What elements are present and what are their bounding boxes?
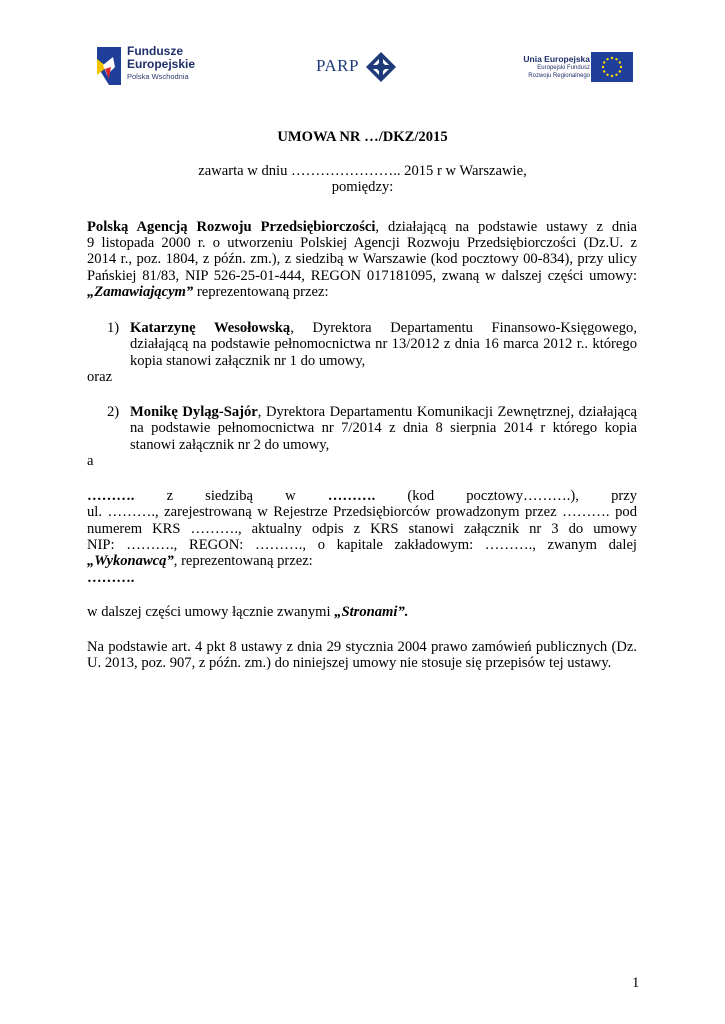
rep1-line3: kopia stanowi załącznik nr 1 do umowy, [130, 353, 366, 369]
fe-logo-line2: Europejskie [127, 57, 196, 71]
party1-line5 [87, 284, 329, 301]
eu-logo [508, 50, 638, 86]
eu-star [602, 66, 604, 68]
party2-line5-text: , reprezentowaną przez: [173, 553, 313, 569]
eu-star [611, 75, 613, 77]
party2-word: w [285, 488, 296, 504]
party2-line2: ul. ………., zarejestrowaną w Rejestrze Przedsiębiorców prowadzonym przez ………. pod [87, 504, 637, 520]
party1-line2: 9 listopada 2000 r. o utworzeniu Polskiej Agencji Rozwoju Przedsiębiorczości (Dz.U. z [87, 235, 637, 251]
fe-logo-line1: Fundusze [127, 44, 183, 58]
eu-flag-icon [591, 52, 633, 82]
eu-star [603, 61, 605, 63]
party1-line5-text: reprezentowaną przez: [193, 284, 329, 300]
rep2-name: Monikę Dyląg-Sajór [130, 404, 258, 420]
eu-logo-line3: Rozwoju Regionalnego [528, 72, 590, 79]
oraz-text: oraz [87, 369, 113, 385]
party2-line3: numerem KRS ………., aktualny odpis z KRS stanowi załącznik nr 3 do umowy [87, 521, 637, 537]
party2-postcode: pocztowy……….), [466, 488, 579, 504]
intro-line2: pomiędzy: [331, 179, 394, 195]
fundusze-europejskie-logo [93, 45, 213, 87]
party2-alias: „Wykonawcą” [87, 553, 174, 569]
parties-text: w dalszej części umowy łącznie zwanymi [87, 604, 335, 620]
rep2-number: 2) [107, 404, 120, 420]
parties-line [87, 604, 408, 621]
eu-star [619, 70, 621, 72]
party2-word: przy [611, 488, 637, 504]
eu-star [620, 66, 622, 68]
eu-star [603, 70, 605, 72]
eu-star [611, 57, 613, 59]
party2-line5 [87, 553, 313, 570]
page-number: 1 [632, 975, 640, 991]
rep2-line3: stanowi załącznik nr 2 do umowy, [130, 437, 330, 453]
rep1-number: 1) [107, 320, 120, 336]
parp-logo-text: PARP [316, 56, 359, 75]
parp-logo [316, 52, 406, 82]
party2-word: (kod [407, 488, 435, 504]
rep2-line1-text: , Dyrektora Departamentu Komunikacji Zewnętrznej, działającą [257, 404, 637, 420]
party2-line1 [87, 488, 637, 505]
rep1-line2: działającą na podstawie pełnomocnictwa nr 13/2012 z dnia 16 marca 2012 r.. którego [130, 336, 637, 352]
rep2-line2: na podstawie pełnomocnictwa nr 7/2014 z dnia 8 sierpnia 2014 r którego kopia [130, 420, 637, 436]
rep1-line1-text: , Dyrektora Departamentu Finansowo-Księgowego, [290, 320, 637, 336]
party1-name: Polską Agencją Rozwoju Przedsiębiorczości [87, 219, 376, 235]
party2-name-placeholder: ………. [87, 488, 135, 504]
party2-word: siedzibą [205, 488, 253, 504]
eu-star [619, 61, 621, 63]
party1-line3: 2014 r., poz. 1804, z późn. zm.), z siedzibą w Warszawie (kod pocztowy 00-834), przy ulicy [87, 251, 637, 267]
eu-star [606, 74, 608, 76]
party1-line4: Pańskiej 81/83, NIP 526-25-01-444, REGON 017181095, zwaną w dalszej części umowy: [87, 268, 637, 284]
party1-line1-text: , działającą na podstawie ustawy z dnia [375, 219, 637, 235]
intro-line1: zawarta w dniu ………………….. 2015 r w Warszawie, [198, 163, 527, 179]
contract-title: UMOWA NR …/DKZ/2015 [277, 129, 448, 145]
eu-star [615, 74, 617, 76]
parp-mark-icon [366, 52, 396, 82]
eu-star [606, 58, 608, 60]
party1-alias: „Zamawiającym” [87, 284, 194, 300]
rep1-name: Katarzynę Wesołowską [130, 320, 291, 336]
fe-star-icon [93, 45, 125, 85]
eu-logo-line1: Unia Europejska [523, 54, 590, 64]
fe-logo-line3: Polska Wschodnia [127, 72, 189, 81]
parties-alias: „Stronami”. [334, 604, 409, 620]
party2-city-placeholder: ………. [327, 488, 376, 504]
eu-logo-line2: Europejski Fundusz [537, 65, 590, 71]
party2-line4: NIP: ………., REGON: ………., o kapitale zakładowym: ………., zwanym dalej [87, 537, 637, 553]
law-line1: Na podstawie art. 4 pkt 8 ustawy z dnia 29 stycznia 2004 prawo zamówień publicznych (Dz. [87, 639, 637, 655]
rep2-line1 [130, 404, 637, 421]
party1-line1 [87, 219, 637, 236]
law-line2: U. 2013, poz. 907, z późn. zm.) do niniejszej umowy nie stosuje się przepisów tej ustawy. [87, 655, 612, 671]
eu-star [615, 58, 617, 60]
party2-line6: ………. [87, 570, 135, 586]
party2-word: z [166, 488, 174, 504]
rep1-line1 [130, 320, 637, 337]
a-text: a [87, 453, 94, 469]
